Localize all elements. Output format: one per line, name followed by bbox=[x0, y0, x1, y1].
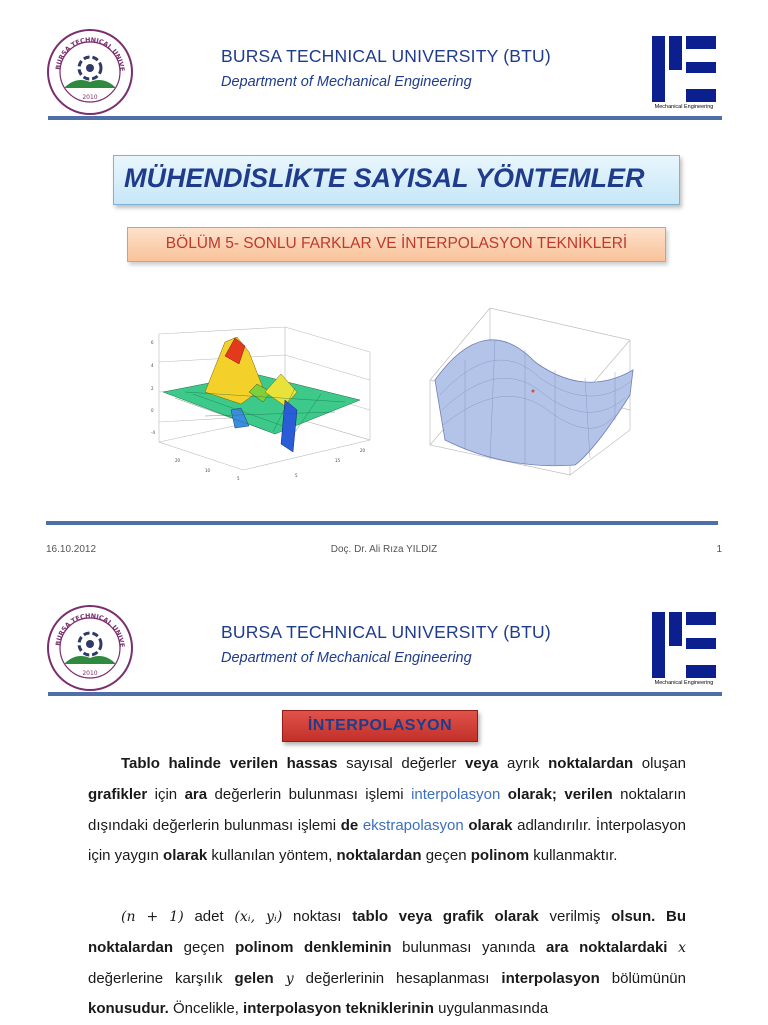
text-run: noktalardan bbox=[548, 755, 634, 772]
slide-title: MÜHENDİSLİKTE SAYISAL YÖNTEMLER bbox=[124, 163, 645, 193]
text-run: ayrık bbox=[498, 755, 549, 772]
text-run: kullanılan yöntem, bbox=[207, 847, 337, 865]
text-run: olsun. Bu noktalardan bbox=[88, 908, 687, 956]
logo-caption: Mechanical Engineering bbox=[654, 680, 714, 686]
text-run: noktaların dışındaki değerlerin bulunması işlemi bbox=[88, 785, 687, 834]
text-run: adet bbox=[183, 908, 235, 925]
text-run: değerlerin bulunması işlemi bbox=[207, 785, 412, 803]
text-run: bölümünün bbox=[599, 969, 686, 987]
text-run: olarak bbox=[163, 847, 208, 865]
slide-2 bbox=[0, 596, 768, 1024]
mechanical-engineering-logo-icon bbox=[648, 608, 720, 688]
text-run: polinom denkleminin bbox=[235, 938, 392, 956]
svg-text:4: 4 bbox=[151, 363, 154, 368]
text-run: ara noktalardaki bbox=[545, 938, 668, 956]
text-run: için bbox=[147, 785, 185, 803]
paragraph-2 bbox=[88, 902, 686, 1025]
chapter-title: BÖLÜM 5- SONLU FARKLAR VE İNTERPOLASYON TEKNİKLERİ bbox=[165, 235, 628, 252]
text-run: olarak bbox=[463, 816, 513, 834]
text-run: polinom bbox=[470, 847, 530, 865]
surface-plot-saddle bbox=[425, 300, 640, 485]
text-run: interpolasyon tekniklerinin bbox=[243, 1000, 434, 1018]
text-run: bulunması yanında bbox=[391, 938, 546, 956]
text-run: olarak; verilen bbox=[500, 785, 613, 803]
text-run: kullanmaktır. bbox=[529, 847, 618, 865]
text-run: geçen bbox=[173, 938, 236, 956]
svg-text:-4: -4 bbox=[151, 430, 155, 435]
section-title-box bbox=[282, 710, 478, 742]
svg-text:0: 0 bbox=[151, 408, 154, 413]
footer-rule bbox=[46, 521, 718, 525]
svg-text:15: 15 bbox=[335, 458, 341, 463]
svg-text:2010: 2010 bbox=[82, 670, 98, 677]
svg-text:BURSA TECHNICAL UNIVERSITY: BURSA TECHNICAL UNIVE bbox=[54, 611, 127, 648]
svg-text:20: 20 bbox=[175, 458, 181, 463]
text-run: değerlerinin hesaplanması bbox=[293, 969, 502, 987]
term-ekstrapolasyon: ekstrapolasyon bbox=[362, 816, 464, 834]
svg-text:20: 20 bbox=[360, 448, 366, 453]
svg-text:10: 10 bbox=[205, 468, 211, 473]
logo-caption: Mechanical Engineering bbox=[654, 104, 714, 110]
surface-plot-peaks bbox=[145, 322, 380, 487]
text-run: uygulanmasında bbox=[433, 1000, 549, 1018]
text-run: verilmiş bbox=[538, 908, 612, 925]
math-run: x bbox=[678, 939, 686, 956]
footer-author: Doç. Dr. Ali Rıza YILDIZ bbox=[330, 544, 438, 555]
text-run: sayısal değerler bbox=[337, 755, 466, 772]
footer-date: 16.10.2012 bbox=[46, 544, 97, 555]
math-run: y bbox=[285, 970, 294, 987]
footer-page-number: 1 bbox=[716, 544, 722, 555]
text-run: veya bbox=[465, 755, 499, 772]
svg-text:6: 6 bbox=[151, 340, 154, 345]
text-run: geçen bbox=[421, 847, 471, 865]
department-subtitle: Department of Mechanical Engineering bbox=[221, 74, 472, 90]
text-run: tablo veya grafik olarak bbox=[352, 908, 539, 925]
header-rule bbox=[48, 692, 722, 696]
text-run: interpolasyon bbox=[501, 969, 600, 987]
text-run: konusudur. bbox=[88, 1000, 169, 1018]
text-run: oluşan bbox=[633, 755, 686, 772]
svg-text:BURSA TECHNICAL UNIVERSITY: BURSA TECHNICAL UNIVE bbox=[54, 35, 127, 72]
department-subtitle: Department of Mechanical Engineering bbox=[221, 650, 472, 666]
text-run: grafikler bbox=[88, 785, 148, 803]
svg-text:2: 2 bbox=[151, 386, 154, 391]
header-rule bbox=[48, 116, 722, 120]
paragraph-1 bbox=[88, 749, 686, 872]
svg-text:5: 5 bbox=[237, 476, 240, 481]
text-run: değerlerine karşılık bbox=[88, 969, 235, 987]
math-run: (xᵢ, yᵢ) bbox=[234, 909, 283, 925]
mechanical-engineering-logo-icon bbox=[648, 32, 720, 112]
text-run: Öncelikle, bbox=[168, 1000, 244, 1018]
page-separator bbox=[0, 570, 768, 596]
university-title: BURSA TECHNICAL UNIVERSITY (BTU) bbox=[221, 46, 551, 66]
main-title-box bbox=[113, 155, 680, 205]
text-run: de bbox=[340, 816, 359, 834]
svg-text:2010: 2010 bbox=[82, 94, 98, 101]
term-interpolasyon: interpolasyon bbox=[411, 785, 501, 803]
university-title: BURSA TECHNICAL UNIVERSITY (BTU) bbox=[221, 622, 551, 642]
text-run: adlandırılır. İnterpolasyon için yaygın bbox=[88, 816, 686, 865]
university-seal-icon bbox=[46, 604, 134, 692]
svg-text:5: 5 bbox=[295, 473, 298, 478]
text-run: noktası bbox=[282, 908, 353, 925]
text-run: Tablo halinde verilen hassas bbox=[121, 755, 338, 772]
text-run: gelen bbox=[234, 969, 274, 987]
university-seal-icon bbox=[46, 28, 134, 116]
math-run: (n + 1) bbox=[121, 909, 184, 925]
section-title: İNTERPOLASYON bbox=[307, 717, 453, 734]
text-run: ara bbox=[184, 785, 208, 803]
text-run: noktalardan bbox=[336, 847, 422, 865]
chapter-box bbox=[127, 227, 666, 262]
